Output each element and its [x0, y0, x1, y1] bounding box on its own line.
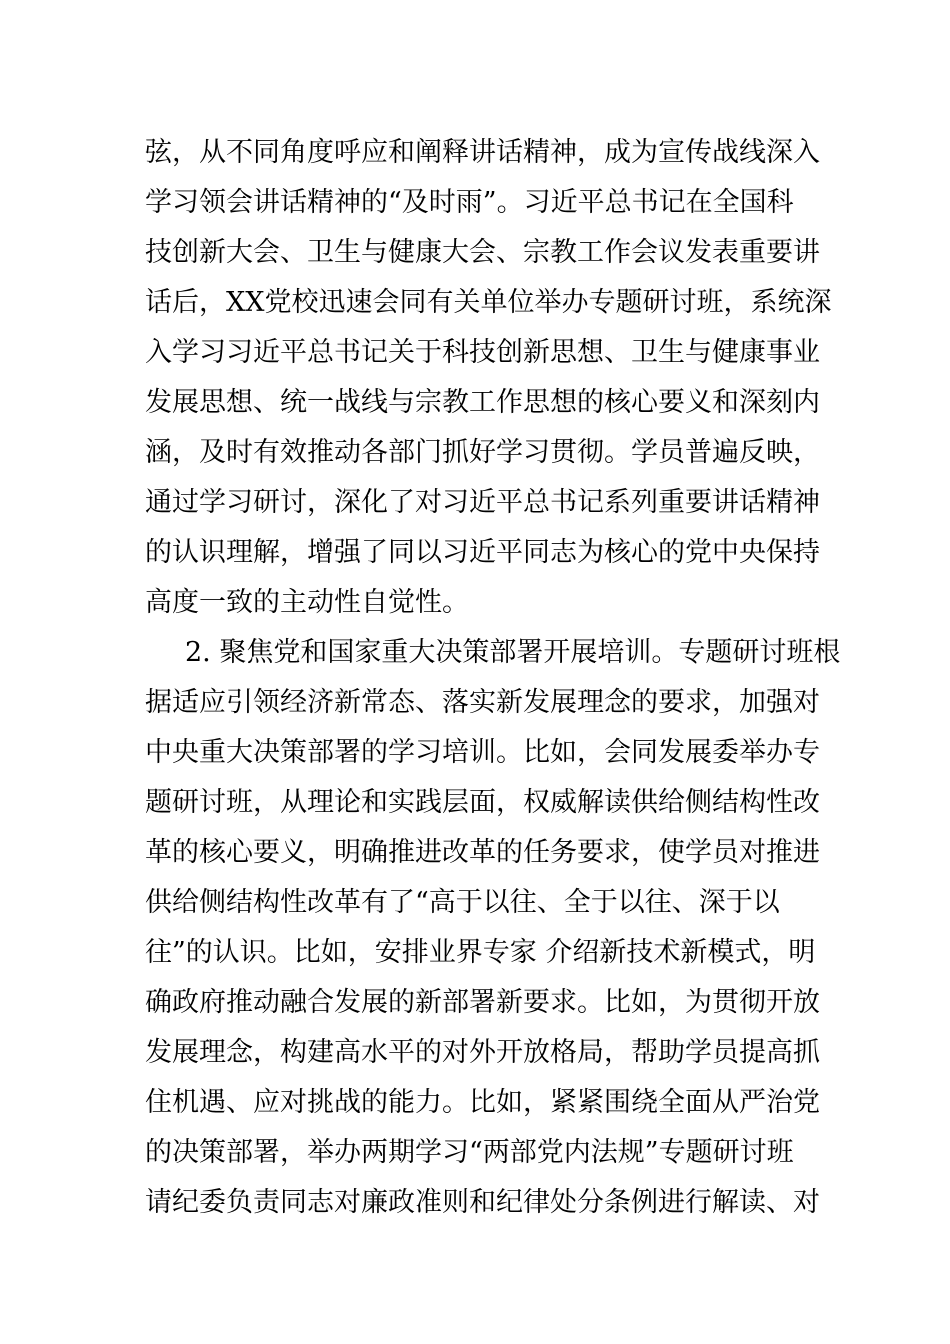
text-line: 通过学习研讨，深化了对习近平总书记系列重要讲话精神 — [145, 487, 820, 518]
text-line: 涵，及时有效推动各部门抓好学习贯彻。学员普遍反映， — [145, 437, 820, 468]
text-line: 高度一致的主动性自觉性。 — [145, 587, 469, 618]
text-line: 的认识理解，增强了同以习近平同志为核心的党中央保持 — [145, 537, 820, 568]
text-line: 话后，XX党校迅速会同有关单位举办专题研讨班，系统深 — [145, 287, 832, 318]
text-line: 弦，从不同角度呼应和阐释讲话精神，成为宣传战线深入 — [145, 137, 820, 168]
paragraph-first-line: 2. 聚焦党和国家重大决策部署开展培训。专题研讨班根 — [185, 637, 841, 668]
text-line: 入学习习近平总书记关于科技创新思想、卫生与健康事业 — [145, 337, 820, 368]
text-line: 住机遇、应对挑战的能力。比如，紧紧围绕全面从严治党 — [145, 1087, 820, 1118]
text-line: 的决策部署，举办两期学习“两部党内法规”专题研讨班 — [145, 1137, 794, 1168]
text-line: 发展思想、统一战线与宗教工作思想的核心要义和深刻内 — [145, 387, 820, 418]
text-line: 技创新大会、卫生与健康大会、宗教工作会议发表重要讲 — [145, 237, 820, 268]
text-line: 题研讨班，从理论和实践层面，权威解读供给侧结构性改 — [145, 787, 820, 818]
text-line: 供给侧结构性改革有了“高于以往、全于以往、深于以 — [145, 887, 780, 918]
text-line: 确政府推动融合发展的新部署新要求。比如，为贯彻开放 — [145, 987, 820, 1018]
text-line: 学习领会讲话精神的“及时雨”。习近平总书记在全国科 — [145, 187, 794, 218]
text-line: 请纪委负责同志对廉政准则和纪律处分条例进行解读、对 — [145, 1187, 820, 1218]
text-line: 据适应引领经济新常态、落实新发展理念的要求，加强对 — [145, 687, 820, 718]
text-line: 往”的认识。比如，安排业界专家 介绍新技术新模式，明 — [145, 937, 816, 968]
text-line: 中央重大决策部署的学习培训。比如，会同发展委举办专 — [145, 737, 820, 768]
text-line: 发展理念，构建高水平的对外开放格局，帮助学员提高抓 — [145, 1037, 820, 1068]
text-line: 革的核心要义，明确推进改革的任务要求，使学员对推进 — [145, 837, 820, 868]
